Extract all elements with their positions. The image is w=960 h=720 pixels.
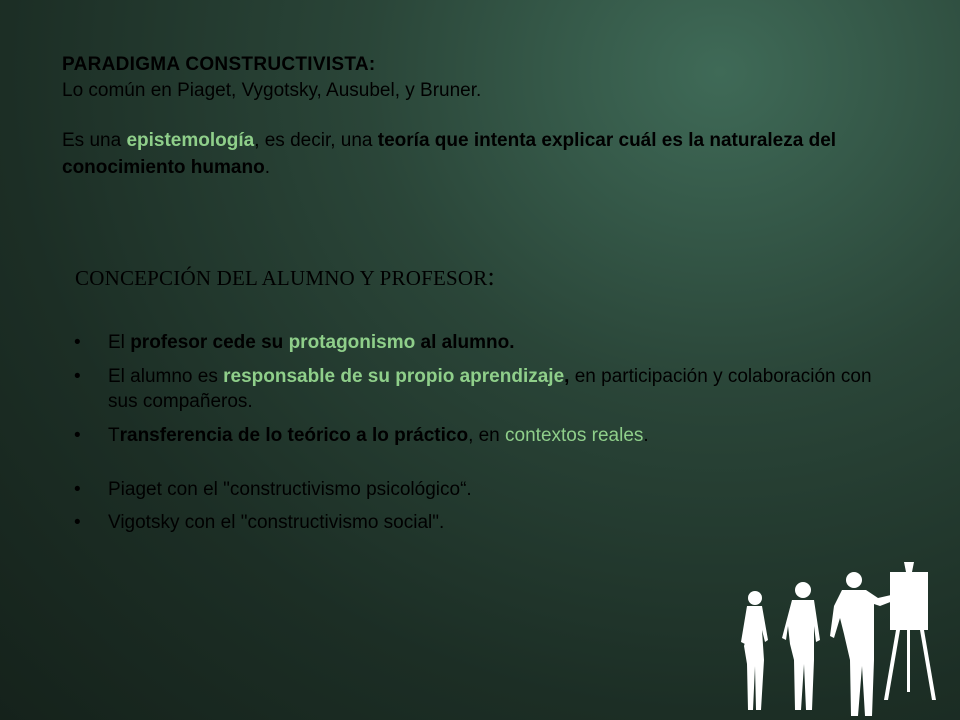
b1-bold: profesor cede su	[130, 332, 289, 353]
b1-text-a: El	[108, 332, 131, 353]
bullet-item-transferencia	[70, 423, 890, 449]
b3-highlight-contextos: contextos reales	[505, 424, 644, 446]
b2-highlight-responsable: responsable de su propio aprendizaje	[223, 365, 565, 387]
b2-text-a: El alumno es	[108, 365, 224, 387]
section-heading	[75, 262, 495, 292]
para-text-3: , es decir, una	[254, 130, 378, 152]
b2-comma: ,	[564, 365, 570, 387]
b1-bold-end: al alumno.	[415, 332, 515, 353]
b3-bold: ransferencia de lo teórico a lo práctico	[119, 424, 469, 446]
b1-highlight-protagonismo: protagonismo	[288, 332, 416, 353]
bullet-list	[70, 330, 890, 544]
definition-paragraph	[62, 128, 922, 180]
slide-title: PARADIGMA CONSTRUCTIVISTA:	[62, 54, 376, 75]
b3-text-a: T	[108, 424, 120, 446]
bullet-item-piaget: • Piaget con el "constructivismo psicológico“.	[70, 477, 890, 503]
people-silhouettes-icon	[728, 560, 960, 720]
bullet-item-vigotsky: • Vigotsky con el "constructivismo social".	[70, 510, 890, 536]
para-text-1: Es una	[62, 130, 127, 152]
section-heading-colon: :	[487, 262, 495, 291]
header-block	[62, 52, 922, 181]
para-highlight-epistemologia: epistemología	[126, 130, 255, 152]
section-heading-text: CONCEPCIÓN DEL ALUMNO Y PROFESOR	[75, 266, 488, 290]
b2-text-d: en participación y colaboración con sus compañeros.	[108, 365, 872, 413]
b3-text-c: , en	[468, 424, 506, 446]
para-bold-theory: teoría que intenta explicar cuál es la naturaleza del conocimiento humano	[62, 130, 837, 178]
slide-subtitle: Lo común en Piaget, Vygotsky, Ausubel, y Bruner.	[62, 80, 482, 102]
bullet-item-profesor	[70, 330, 890, 356]
para-text-5: .	[264, 156, 270, 178]
b3-text-e: .	[643, 424, 649, 446]
bullet-item-alumno	[70, 364, 890, 415]
